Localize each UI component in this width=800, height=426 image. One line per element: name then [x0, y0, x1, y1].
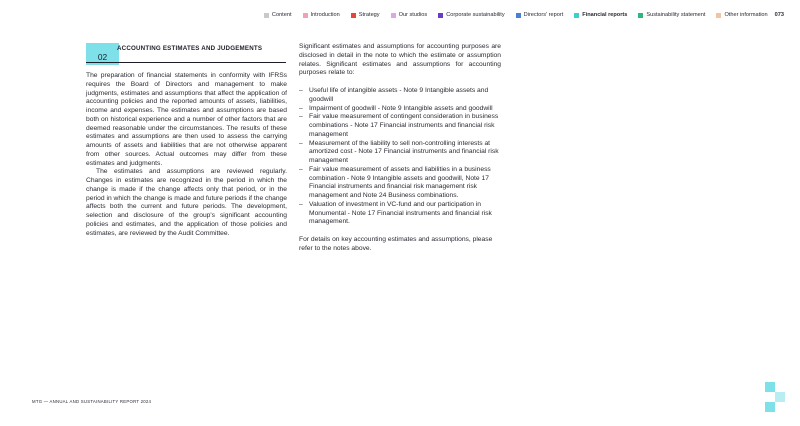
nav-item-strategy[interactable]	[351, 12, 380, 18]
nav-item-other-information[interactable]	[716, 12, 767, 18]
estimates-list	[299, 87, 501, 227]
corporate-sustainability-color-swatch-icon	[438, 13, 443, 18]
nav-item-our-studios[interactable]	[391, 12, 428, 18]
nav-item-label: Other information	[724, 12, 768, 18]
sustainability-statement-color-swatch-icon	[638, 13, 643, 18]
nav-item-label: Content	[271, 12, 292, 18]
nav-item-label: Directors' report	[523, 12, 564, 18]
introduction-color-swatch-icon	[303, 13, 308, 18]
content-color-swatch-icon	[264, 13, 269, 18]
nav-item-label: Corporate sustainability	[446, 12, 505, 18]
nav-item-label: Sustainability statement	[646, 12, 706, 18]
closing-paragraph: For details on key accounting estimates and assumptions, please refer to the notes above.	[299, 236, 493, 252]
intro-paragraph: Significant estimates and assumptions for accounting purposes are disclosed in detail in the note to which the estimate or assumption relates. Significant estimates and assumptions for accounting purposes relate to:	[299, 43, 501, 77]
list-item: – Useful life of intangible assets - Note 9 Intangible assets and goodwill	[299, 87, 501, 105]
nav-item-label: Strategy	[358, 12, 380, 18]
our-studios-color-swatch-icon	[391, 13, 396, 18]
top-navigation	[264, 10, 784, 20]
nav-item-financial-reports[interactable]	[574, 12, 627, 18]
list-item: – Measurement of the liability to sell non-controlling interests at amortized cost - Note 17 Financial instruments and financial risk management	[299, 140, 501, 166]
section-title: ACCOUNTING ESTIMATES AND JUDGEMENTS	[117, 45, 263, 52]
body-paragraph: The preparation of financial statements in conformity with IFRSs requires the Board of Directors and management to make judgments, estimates and assumptions that affect the application of accounting policies and the reported amounts of assets, liabilities, income and expenses. The estimates and assumptions are based both on historical experience and a number of other factors that are deemed reasonable under the circumstances. The results of these estimates and assumptions are then used to assess the carrying amounts of assets and liabilities that are not otherwise apparent from other sources. Actual outcomes may differ from these estimates and judgments.	[86, 72, 287, 167]
list-item: – Fair value measurement of assets and liabilities in a business combination - Note 9 Intangible assets and goodwill, Note 17 Financial instruments and financial risk management risk management and Note 24 Business combinations.	[299, 166, 501, 201]
nav-item-introduction[interactable]	[303, 12, 340, 18]
list-item: – Valuation of investment in VC-fund and our participation in Monumental - Note 17 Financial instruments and financial risk management.	[299, 201, 501, 227]
nav-item-content[interactable]	[264, 12, 292, 18]
page-number: 073	[774, 12, 784, 18]
report-footer: MTG — ANNUAL AND SUSTAINABILITY REPORT 2024	[32, 399, 152, 404]
financial-reports-color-swatch-icon	[574, 13, 579, 18]
nav-item-label: Our studios	[398, 12, 428, 18]
nav-item-sustainability-statement[interactable]	[638, 12, 705, 18]
body-paragraph: The estimates and assumptions are reviewed regularly. Changes in estimates are recognized in the period in which the change is made if the change affects only that period, or in the period in which the change is made and future periods if the change affects both the current and future periods. The development, selection and disclosure of the group's significant accounting policies and estimates, and the application of those policies and estimates, are reviewed by the Audit Committee.	[86, 168, 287, 237]
nav-item-directors-report[interactable]	[516, 12, 564, 18]
other-information-color-swatch-icon	[716, 13, 721, 18]
nav-item-corporate-sustainability[interactable]	[438, 12, 504, 18]
left-column	[86, 72, 287, 238]
section-number-badge: 02	[86, 43, 119, 65]
nav-item-label: Financial reports	[582, 12, 628, 18]
list-item: – Impairment of goodwill - Note 9 Intangible assets and goodwill	[299, 105, 501, 114]
decorative-pixel-icon	[765, 382, 785, 412]
nav-item-label: Introduction	[310, 12, 340, 18]
right-column	[299, 43, 501, 254]
directors-report-color-swatch-icon	[516, 13, 521, 18]
list-item: – Fair value measurement of contingent consideration in business combinations - Note 17 Financial instruments and financial risk management	[299, 113, 501, 139]
section-divider	[86, 62, 286, 63]
strategy-color-swatch-icon	[351, 13, 356, 18]
